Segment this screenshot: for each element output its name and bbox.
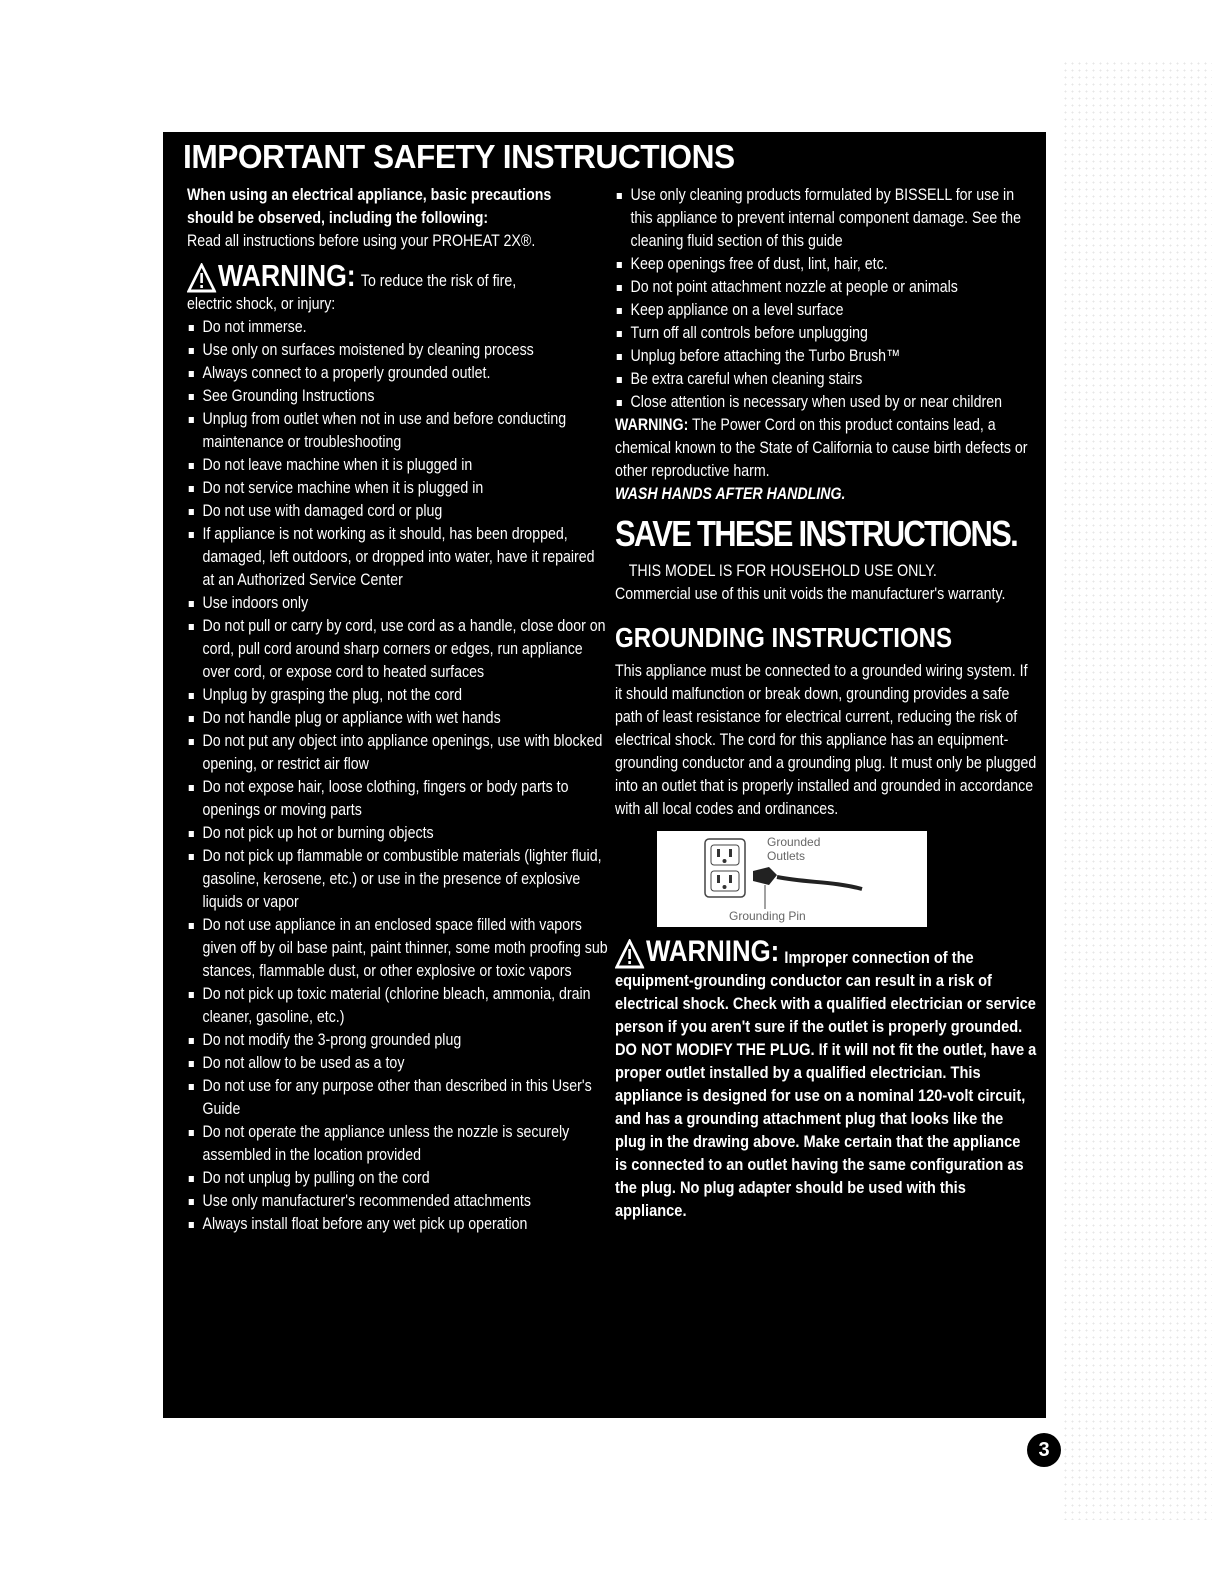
precaution-item: Use only on surfaces moistened by cleaning process <box>187 339 608 362</box>
right-column <box>615 184 1035 1222</box>
warning-triangle-icon <box>187 263 216 293</box>
precaution-item: Close attention is necessary when used by or near children <box>615 391 1036 414</box>
precaution-item: Unplug before attaching the Turbo Brush™ <box>615 345 1036 368</box>
grounded-outlets-label: Grounded Outlets <box>767 835 821 863</box>
precaution-item: Do not use with damaged cord or plug <box>187 500 608 523</box>
grounding-heading: GROUNDING INSTRUCTIONS <box>615 622 953 653</box>
precaution-item: Use only cleaning products formulated by BISSELL for use in this appliance to prevent internal component damage. See the cleaning fluid section of this guide <box>615 184 1036 253</box>
precaution-item: Turn off all controls before unplugging <box>615 322 1036 345</box>
precaution-item: Use indoors only <box>187 592 608 615</box>
grounding-warning-heading-row <box>615 935 1036 969</box>
precaution-item: Do not allow to be used as a toy <box>187 1052 608 1075</box>
precaution-item: Do not service machine when it is plugged in <box>187 477 608 500</box>
precaution-item: Do not pick up flammable or combustible materials (lighter fluid, gasoline, kerosene, etc.) or use in the presence of explosive liquids or vapor <box>187 845 608 914</box>
precaution-item: Do not operate the appliance unless the nozzle is securely assembled in the location provided <box>187 1121 608 1167</box>
left-precautions-list <box>187 316 608 1236</box>
precaution-item: Do not handle plug or appliance with wet hands <box>187 707 608 730</box>
precaution-item: Keep appliance on a level surface <box>615 299 1036 322</box>
precaution-item: Use only manufacturer's recommended attachments <box>187 1190 608 1213</box>
right-column-text <box>615 184 1036 821</box>
save-instructions-heading: SAVE THESE INSTRUCTIONS. <box>615 513 1017 554</box>
precaution-item: Do not modify the 3-prong grounded plug <box>187 1029 608 1052</box>
prop65-text: The Power Cord on this product contains lead, a chemical known to the State of California to cause birth defects or other reproductive harm. <box>615 416 1028 480</box>
precaution-item: Do not pick up hot or burning objects <box>187 822 608 845</box>
precaution-item: Always connect to a properly grounded outlet. <box>187 362 608 385</box>
page-number: 3 <box>1027 1433 1061 1467</box>
precaution-item: Do not pick up toxic material (chlorine bleach, ammonia, drain cleaner, gasoline, etc.) <box>187 983 608 1029</box>
intro-heading-line-2: should be observed, including the following: <box>187 209 489 227</box>
decorative-dot-pattern <box>1062 60 1212 1520</box>
left-column-text <box>187 184 608 1236</box>
precaution-item: Do not expose hair, loose clothing, fingers or body parts to openings or moving parts <box>187 776 608 822</box>
precaution-item: Keep openings free of dust, lint, hair, etc. <box>615 253 1036 276</box>
intro-heading-line-1: When using an electrical appliance, basic precautions <box>187 186 552 204</box>
grounding-pin-label: Grounding Pin <box>729 909 806 923</box>
prop65-label: WARNING: <box>615 416 689 434</box>
wash-hands-note: WASH HANDS AFTER HANDLING. <box>615 485 846 503</box>
precaution-item: Do not unplug by pulling on the cord <box>187 1167 608 1190</box>
precaution-item: Do not use appliance in an enclosed space filled with vapors given off by oil base paint, paint thinner, some moth proofing sub stances, flammable dust, or other explosive or toxic vapors <box>187 914 608 983</box>
left-column <box>187 184 607 1236</box>
grounded-outlet-diagram <box>657 831 927 927</box>
warning-triangle-icon <box>615 939 644 969</box>
precaution-item: Do not put any object into appliance openings, use with blocked opening, or restrict air flow <box>187 730 608 776</box>
household-use-note: THIS MODEL IS FOR HOUSEHOLD USE ONLY. <box>628 562 937 580</box>
precaution-item: Unplug from outlet when not in use and before conducting maintenance or troubleshooting <box>187 408 608 454</box>
right-precautions-list <box>615 184 1036 414</box>
grounding-warning-text: equipment-grounding conductor can result in a risk of electrical shock. Check with a qualified electrician or service person if you aren't sure if the outlet is properly grounded. DO NOT MODIFY THE PLUG. If it will not fit the outlet, have a proper outlet installed by a qualified electrician. This appliance is designed for use on a nominal 120-volt circuit, and has a grounding attachment plug that looks like the plug in the drawing above. Make certain that the appliance is connected to an outlet having the same configuration as the plug. No plug adapter should be used with this appliance. <box>615 971 1037 1220</box>
warning-text-line-2: electric shock, or injury: <box>187 295 336 313</box>
precaution-item: Unplug by grasping the plug, not the cord <box>187 684 608 707</box>
grounding-warning-text-first: Improper connection of the <box>784 948 974 967</box>
precaution-item: Do not pull or carry by cord, use cord as a handle, close door on cord, pull cord around sharp corners or edges, run appliance over cord, or expose cord to heated surfaces <box>187 615 608 684</box>
precaution-item: Do not immerse. <box>187 316 608 339</box>
safety-instructions-panel <box>163 132 1046 1418</box>
page-title: IMPORTANT SAFETY INSTRUCTIONS <box>183 138 735 175</box>
commercial-use-note: Commercial use of this unit voids the manufacturer's warranty. <box>615 585 1006 603</box>
warning-label: WARNING: <box>217 258 356 293</box>
precaution-item: Be extra careful when cleaning stairs <box>615 368 1036 391</box>
precaution-item: Always install float before any wet pick up operation <box>187 1213 608 1236</box>
grounding-warning-label: WARNING: <box>645 935 780 968</box>
precaution-item: See Grounding Instructions <box>187 385 608 408</box>
grounding-text: This appliance must be connected to a grounded wiring system. If it should malfunction or break down, grounding provides a safe path of least resistance for electrical current, reducing the risk of electrical shock. The cord for this appliance has an equipment-grounding conductor and a grounding plug. It must only be plugged into an outlet that is properly installed and grounded in accordance with all local codes and ordinances. <box>615 662 1037 818</box>
prop65-warning <box>615 414 1036 483</box>
warning-block <box>187 259 608 293</box>
warning-text-line-1: To reduce the risk of fire, <box>360 272 517 290</box>
precaution-item: If appliance is not working as it should, has been dropped, damaged, left outdoors, or dropped into water, have it repaired at an Authorized Service Center <box>187 523 608 592</box>
precaution-item: Do not use for any purpose other than described in this User's Guide <box>187 1075 608 1121</box>
precaution-item: Do not leave machine when it is plugged in <box>187 454 608 477</box>
precaution-item: Do not point attachment nozzle at people or animals <box>615 276 1036 299</box>
grounding-warning-block <box>615 935 1036 1222</box>
intro-read-instructions: Read all instructions before using your PROHEAT 2X®. <box>187 232 536 250</box>
